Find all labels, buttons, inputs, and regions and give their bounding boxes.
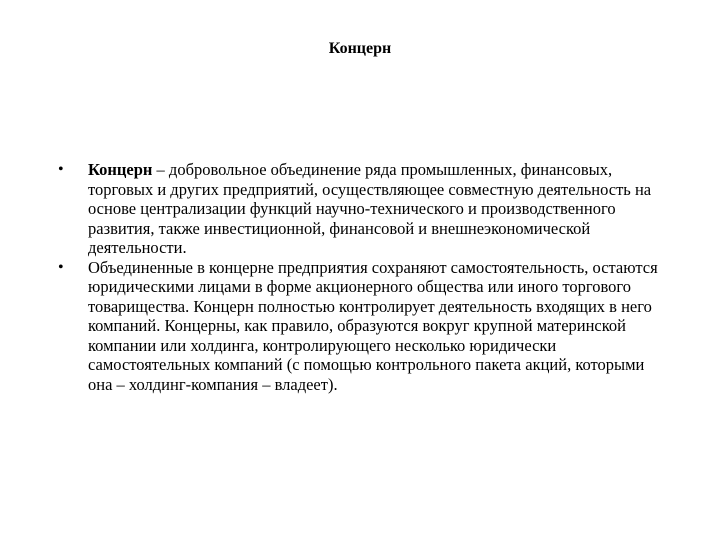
bullet-list bbox=[58, 160, 658, 394]
bullet-item-details bbox=[58, 258, 658, 395]
slide-title: Концерн bbox=[328, 40, 392, 57]
bullet-definition: – добровольное объединение ряда промышленных, финансовых, торговых и других предприятий, осуществляющее совместную деятельность на основе централизации функций научно-технического и производственного развития, также инвестиционной, финансовой и внешнеэкономической деятельности. bbox=[88, 160, 652, 257]
bullet-dot-icon: • bbox=[58, 258, 64, 276]
bullet-term: Концерн bbox=[88, 160, 153, 179]
bullet-dot-icon: • bbox=[58, 161, 64, 178]
bullet-text bbox=[88, 160, 658, 258]
bullet-item-definition bbox=[58, 160, 658, 258]
bullet-text: Объединенные в концерне предприятия сохраняют самостоятельность, остаются юридическими лицами в форме акционерного общества или иного торгового товарищества. Концерн полностью контролирует деятельность входящих в него компаний. Концерны, как правило, образуются вокруг крупной материнской компании или холдинга, контролирующего несколько юридически самостоятельных компаний (с помощью контрольного пакета акций, которыми она – холдинг-компания – владеет). bbox=[88, 257, 658, 394]
